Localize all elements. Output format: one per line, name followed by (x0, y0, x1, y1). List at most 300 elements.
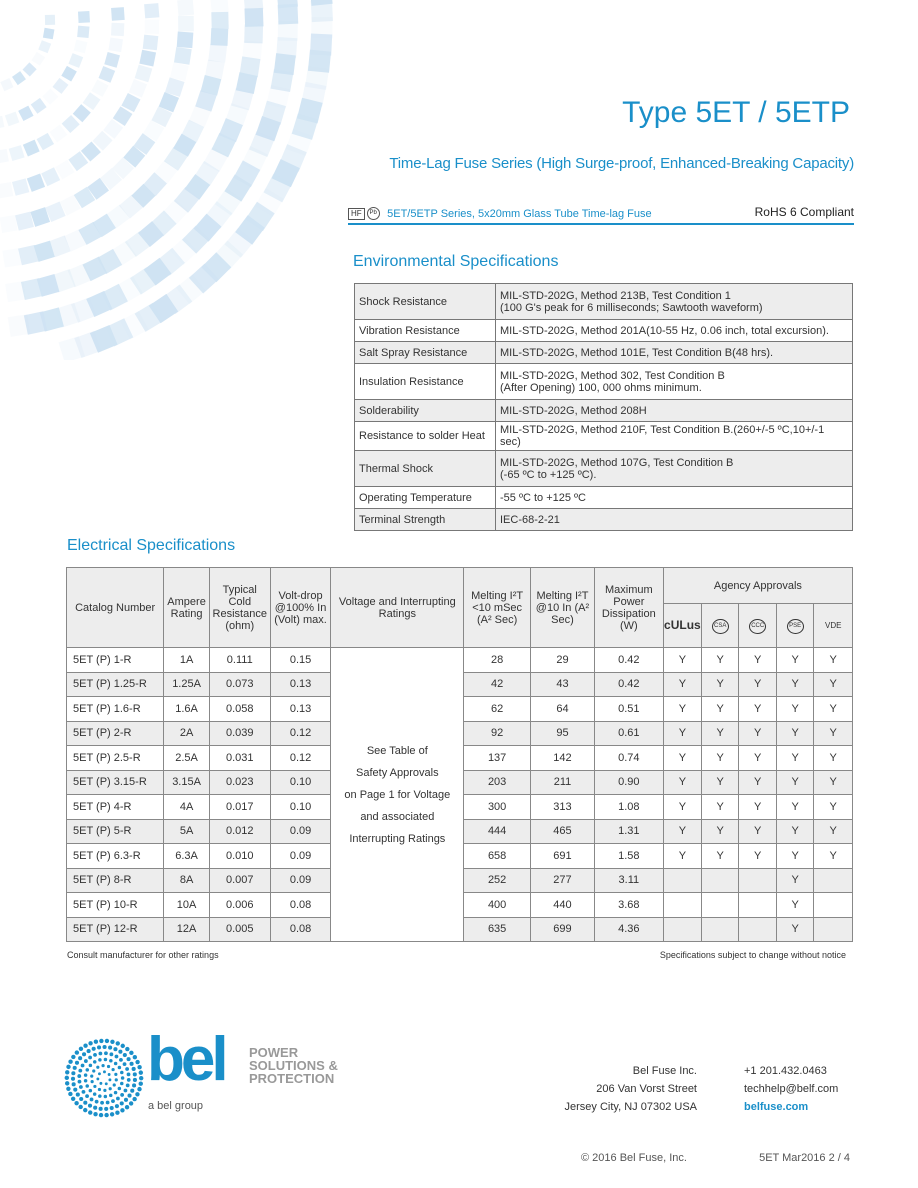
globe-dot (120, 1071, 124, 1075)
globe-dot (115, 1055, 119, 1059)
volt-drop: 0.12 (270, 746, 331, 771)
globe-dot (98, 1088, 101, 1091)
globe-dot (75, 1061, 79, 1065)
electrical-heading: Electrical Specifications (67, 537, 236, 554)
globe-dot (130, 1062, 134, 1066)
agency-approval: Y (776, 721, 813, 746)
agency-approval: Y (776, 697, 813, 722)
environmental-row (355, 509, 853, 531)
melting-10ms: 635 (464, 917, 531, 942)
globe-dot (137, 1065, 141, 1069)
globe-dot (93, 1092, 97, 1096)
decorative-square (177, 31, 194, 48)
agency-approval: Y (776, 672, 813, 697)
cold-resistance: 0.111 (209, 648, 270, 673)
melting-10in: 43 (531, 672, 595, 697)
decorative-square (210, 0, 228, 13)
header-agency: Agency Approvals (663, 568, 852, 604)
melting-10ms: 42 (464, 672, 531, 697)
decorative-square (144, 3, 159, 18)
agency-approval: Y (663, 672, 701, 697)
globe-dot (110, 1112, 114, 1116)
globe-dot (88, 1041, 92, 1045)
copyright: © 2016 Bel Fuse, Inc. (581, 1152, 687, 1164)
globe-dot (98, 1072, 101, 1075)
catalog-number: 5ET (P) 12-R (67, 917, 164, 942)
vde-mark-icon: VDE (814, 604, 853, 648)
power-dissipation: 0.74 (594, 746, 663, 771)
globe-dot (120, 1101, 124, 1105)
globe-dot (79, 1085, 83, 1089)
globe-dot (68, 1059, 72, 1063)
globe-dot (118, 1087, 122, 1091)
decorative-square (61, 66, 77, 82)
globe-dot (98, 1094, 102, 1098)
halogen-free-icon: HF (348, 208, 365, 220)
decorative-square (91, 80, 108, 97)
agency-approval: Y (701, 844, 738, 869)
globe-dot (127, 1078, 131, 1082)
globe-dot (133, 1055, 137, 1059)
website-link[interactable]: belfuse.com (744, 1101, 809, 1113)
power-dissipation: 1.58 (594, 844, 663, 869)
agency-approval (663, 893, 701, 918)
environmental-row (355, 487, 853, 509)
power-dissipation: 1.31 (594, 819, 663, 844)
agency-approval: Y (701, 721, 738, 746)
decorative-square (12, 71, 26, 85)
melting-10ms: 400 (464, 893, 531, 918)
globe-dot (105, 1039, 109, 1043)
agency-approval: Y (814, 672, 853, 697)
environmental-row (355, 342, 853, 364)
catalog-number: 5ET (P) 1-R (67, 648, 164, 673)
bel-logo-word: bel (147, 1025, 225, 1094)
decorative-square (77, 26, 89, 38)
globe-dot (120, 1082, 124, 1086)
decorative-square (23, 62, 37, 76)
globe-dot (73, 1088, 77, 1092)
power-dissipation: 0.51 (594, 697, 663, 722)
series-line (348, 205, 854, 225)
note-specs-change: Specifications subject to change without notice (659, 950, 846, 960)
melting-10ms: 28 (464, 648, 531, 673)
globe-dot (88, 1104, 92, 1108)
decorative-square (31, 52, 45, 66)
globe-dot (115, 1078, 118, 1081)
globe-dot (106, 1101, 110, 1105)
agency-approval (739, 893, 776, 918)
decorative-square (42, 89, 58, 105)
decorative-square (104, 52, 120, 68)
agency-approval: Y (776, 893, 813, 918)
globe-dot (118, 1066, 122, 1070)
decorative-square (211, 28, 229, 46)
agency-approval: Y (701, 819, 738, 844)
globe-dot (116, 1097, 120, 1101)
globe-dot (121, 1076, 125, 1080)
agency-approval: Y (814, 697, 853, 722)
environmental-row (355, 400, 853, 422)
globe-dot (90, 1098, 94, 1102)
globe-dot (93, 1085, 96, 1088)
email-address[interactable]: techhelp@belf.com (744, 1083, 839, 1095)
globe-dot (75, 1050, 79, 1054)
agency-approval: Y (814, 844, 853, 869)
globe-dot (96, 1077, 99, 1080)
agency-approval: Y (814, 795, 853, 820)
decorative-square (0, 215, 18, 233)
melting-10ms: 62 (464, 697, 531, 722)
globe-dot (84, 1079, 88, 1083)
globe-dot (95, 1100, 99, 1104)
cold-resistance: 0.073 (209, 672, 270, 697)
agency-approval (739, 868, 776, 893)
globe-dot (82, 1090, 86, 1094)
decorative-square (145, 19, 159, 33)
company-contact (744, 1062, 838, 1116)
environmental-table (354, 283, 853, 531)
globe-dot (94, 1039, 98, 1043)
volt-drop: 0.13 (270, 697, 331, 722)
agency-approval: Y (776, 868, 813, 893)
globe-dot (130, 1089, 134, 1093)
culus-mark-icon: cULus (663, 604, 701, 648)
globe-dot (79, 1047, 83, 1051)
agency-approval: Y (814, 819, 853, 844)
catalog-number: 5ET (P) 3.15-R (67, 770, 164, 795)
page-title: Type 5ET / 5ETP (622, 96, 850, 129)
globe-dot (88, 1110, 92, 1114)
decorative-square (143, 35, 159, 51)
volt-drop: 0.09 (270, 844, 331, 869)
decorative-square (111, 23, 124, 36)
header-power: Maximum Power Dissipation (W) (594, 568, 663, 648)
globe-dot (71, 1071, 75, 1075)
melting-10in: 699 (531, 917, 595, 942)
agency-approval: Y (814, 746, 853, 771)
globe-dot (68, 1092, 72, 1096)
decorative-square (2, 248, 21, 267)
globe-dot (133, 1072, 137, 1076)
decorative-square (0, 149, 9, 164)
decorative-square (0, 78, 13, 91)
globe-dot (99, 1107, 103, 1111)
globe-dot (104, 1113, 108, 1117)
globe-dot (124, 1089, 128, 1093)
globe-dot (121, 1044, 125, 1048)
globe-dot (83, 1108, 87, 1112)
melting-10in: 465 (531, 819, 595, 844)
power-dissipation: 0.61 (594, 721, 663, 746)
decorative-square (83, 92, 101, 110)
pse-mark-icon: PSE (776, 604, 813, 648)
globe-dot (115, 1104, 119, 1108)
env-label: Resistance to solder Heat (355, 422, 496, 451)
globe-dot (89, 1089, 93, 1093)
ampere-rating: 8A (164, 868, 210, 893)
agency-approval: Y (663, 795, 701, 820)
globe-dot (105, 1082, 108, 1085)
globe-dot (112, 1068, 115, 1071)
power-dissipation: 1.08 (594, 795, 663, 820)
cold-resistance: 0.010 (209, 844, 270, 869)
globe-dot (109, 1059, 113, 1063)
globe-dot (116, 1041, 120, 1045)
decorative-square (170, 62, 189, 81)
melting-10in: 277 (531, 868, 595, 893)
globe-dot (99, 1082, 102, 1085)
csa-mark-icon: CSA (701, 604, 738, 648)
agency-approval: Y (739, 721, 776, 746)
decorative-square (23, 140, 40, 157)
environmental-row (355, 284, 853, 320)
globe-dot (109, 1087, 112, 1090)
volt-drop: 0.09 (270, 868, 331, 893)
globe-dot (127, 1094, 131, 1098)
catalog-number: 5ET (P) 8-R (67, 868, 164, 893)
env-label: Thermal Shock (355, 451, 496, 487)
agency-approval: Y (776, 917, 813, 942)
agency-approval: Y (739, 697, 776, 722)
power-dissipation: 3.11 (594, 868, 663, 893)
decorative-square (45, 15, 55, 25)
decorative-square (135, 65, 153, 83)
header-catalog: Catalog Number (67, 568, 164, 648)
agency-approval: Y (776, 770, 813, 795)
header-cold-resistance: Typical Cold Resistance (ohm) (209, 568, 270, 648)
globe-dot (123, 1062, 127, 1066)
globe-dot (104, 1107, 108, 1111)
globe-dot (124, 1098, 128, 1102)
globe-dot (118, 1050, 122, 1054)
env-value: -55 ºC to +125 ºC (496, 487, 853, 509)
globe-dot (110, 1040, 114, 1044)
agency-approval (701, 893, 738, 918)
melting-10ms: 137 (464, 746, 531, 771)
melting-10ms: 300 (464, 795, 531, 820)
agency-approval: Y (814, 648, 853, 673)
agency-approval: Y (663, 819, 701, 844)
lead-free-icon: Pb (367, 207, 380, 220)
agency-approval: Y (776, 795, 813, 820)
globe-dot (109, 1094, 113, 1098)
globe-dot (132, 1097, 136, 1101)
agency-approval: Y (739, 746, 776, 771)
globe-dot (84, 1073, 88, 1077)
globe-dot (74, 1101, 78, 1105)
volt-drop: 0.08 (270, 917, 331, 942)
globe-dot (101, 1064, 104, 1067)
globe-dot (125, 1047, 129, 1051)
globe-dot (71, 1077, 75, 1081)
decorative-square (174, 47, 192, 65)
globe-dot (104, 1058, 108, 1062)
globe-dot (135, 1092, 139, 1096)
cold-resistance: 0.023 (209, 770, 270, 795)
volt-drop: 0.10 (270, 795, 331, 820)
globe-dot (93, 1053, 97, 1057)
env-label: Solderability (355, 400, 496, 422)
bel-globe-logo-icon (64, 1038, 144, 1118)
cold-resistance: 0.031 (209, 746, 270, 771)
globe-dot (97, 1045, 101, 1049)
globe-dot (65, 1076, 69, 1080)
globe-dot (137, 1087, 141, 1091)
ampere-rating: 2A (164, 721, 210, 746)
cold-resistance: 0.006 (209, 893, 270, 918)
rohs-label: RoHS 6 Compliant (754, 205, 854, 219)
globe-dot (72, 1082, 76, 1086)
globe-dot (113, 1083, 116, 1086)
power-dissipation: 0.90 (594, 770, 663, 795)
decorative-square (38, 40, 51, 53)
globe-dot (76, 1093, 80, 1097)
decorative-square (8, 314, 31, 337)
agency-approval: Y (663, 697, 701, 722)
globe-dot (109, 1052, 113, 1056)
decorative-square (129, 79, 147, 97)
globe-dot (114, 1091, 118, 1095)
agency-approval: Y (663, 770, 701, 795)
env-value: MIL-STD-202G, Method 208H (496, 400, 853, 422)
ampere-rating: 1.25A (164, 672, 210, 697)
header-volt-drop: Volt-drop @100% In (Volt) max. (270, 568, 331, 648)
globe-dot (135, 1060, 139, 1064)
environmental-row (355, 422, 853, 451)
globe-dot (87, 1049, 91, 1053)
env-label: Insulation Resistance (355, 364, 496, 400)
decorative-square (74, 40, 88, 54)
decorative-square (111, 7, 125, 21)
power-dissipation: 0.42 (594, 648, 663, 673)
decorative-square (52, 78, 68, 94)
env-value: MIL-STD-202G, Method 302, Test Condition B (After Opening) 100, 000 ohms minimum. (496, 364, 853, 400)
globe-dot (99, 1039, 103, 1043)
globe-dot (103, 1070, 106, 1073)
decorative-square (73, 104, 91, 122)
bel-tagline: POWER SOLUTIONS & PROTECTION (249, 1045, 338, 1086)
globe-dot (100, 1101, 104, 1105)
voltage-ratings-note: See Table of Safety Approvals on Page 1 for Voltage and associated Interrupting Ratings (331, 648, 464, 942)
volt-drop: 0.12 (270, 721, 331, 746)
globe-dot (78, 1105, 82, 1109)
melting-10ms: 444 (464, 819, 531, 844)
volt-drop: 0.15 (270, 648, 331, 673)
globe-dot (65, 1070, 69, 1074)
agency-approval: Y (814, 721, 853, 746)
decorative-square (178, 16, 194, 32)
melting-10in: 29 (531, 648, 595, 673)
env-value: MIL-STD-202G, Method 210F, Test Condition B.(260+/-5 ºC,10+/-1 sec) (496, 422, 853, 451)
decorative-square (12, 178, 29, 195)
melting-10in: 440 (531, 893, 595, 918)
decorative-square (5, 281, 26, 302)
melting-10in: 142 (531, 746, 595, 771)
table-row (67, 648, 853, 673)
env-value: MIL-STD-202G, Method 201A(10-55 Hz, 0.06 inch, total excursion). (496, 320, 853, 342)
globe-dot (120, 1108, 124, 1112)
globe-dot (104, 1095, 108, 1099)
globe-dot (129, 1101, 133, 1105)
agency-approval (814, 893, 853, 918)
agency-approval: Y (701, 770, 738, 795)
globe-dot (115, 1110, 119, 1114)
power-dissipation: 4.36 (594, 917, 663, 942)
agency-approval: Y (776, 819, 813, 844)
volt-drop: 0.10 (270, 770, 331, 795)
ampere-rating: 10A (164, 893, 210, 918)
globe-dot (104, 1051, 108, 1055)
globe-dot (91, 1080, 94, 1083)
agency-approval: Y (739, 844, 776, 869)
globe-dot (77, 1074, 81, 1078)
globe-dot (139, 1070, 143, 1074)
document-id: 5ET Mar2016 2 / 4 (759, 1152, 850, 1164)
volt-drop: 0.09 (270, 819, 331, 844)
env-value: MIL-STD-202G, Method 101E, Test Condition B(48 hrs). (496, 342, 853, 364)
globe-dot (78, 1080, 82, 1084)
globe-dot (86, 1068, 90, 1072)
environmental-heading: Environmental Specifications (353, 253, 559, 270)
catalog-number: 5ET (P) 5-R (67, 819, 164, 844)
decorative-square (208, 44, 227, 63)
agency-approval: Y (814, 770, 853, 795)
globe-dot (107, 1065, 110, 1068)
decorative-square (62, 115, 80, 133)
decorative-pattern (0, 0, 360, 360)
env-label: Vibration Resistance (355, 320, 496, 342)
globe-dot (139, 1082, 143, 1086)
env-value: MIL-STD-202G, Method 107G, Test Condition B (-65 ºC to +125 ºC). (496, 451, 853, 487)
header-voltage-ratings: Voltage and Interrupting Ratings (331, 568, 464, 648)
decorative-square (50, 125, 68, 143)
globe-dot (78, 1069, 82, 1073)
globe-dot (111, 1099, 115, 1103)
catalog-number: 5ET (P) 10-R (67, 893, 164, 918)
environmental-row (355, 320, 853, 342)
decorative-square (78, 11, 90, 23)
globe-dot (103, 1045, 107, 1049)
decorative-square (5, 112, 20, 127)
ampere-rating: 12A (164, 917, 210, 942)
globe-dot (114, 1073, 117, 1076)
globe-dot (71, 1097, 75, 1101)
melting-10in: 64 (531, 697, 595, 722)
agency-approval: Y (776, 648, 813, 673)
env-label: Shock Resistance (355, 284, 496, 320)
globe-dot (114, 1062, 118, 1066)
globe-dot (103, 1089, 106, 1092)
header-ampere: Ampere Rating (164, 568, 210, 648)
decorative-square (18, 106, 33, 121)
globe-dot (127, 1072, 131, 1076)
globe-dot (93, 1106, 97, 1110)
globe-dot (125, 1067, 129, 1071)
globe-dot (129, 1051, 133, 1055)
power-dissipation: 3.68 (594, 893, 663, 918)
globe-dot (99, 1113, 103, 1117)
globe-dot (66, 1087, 70, 1091)
agency-approval (814, 917, 853, 942)
ampere-rating: 5A (164, 819, 210, 844)
agency-approval: Y (663, 721, 701, 746)
globe-dot (98, 1058, 102, 1062)
decorative-square (244, 8, 263, 27)
environmental-row (355, 364, 853, 400)
agency-approval: Y (663, 746, 701, 771)
globe-dot (89, 1064, 93, 1068)
